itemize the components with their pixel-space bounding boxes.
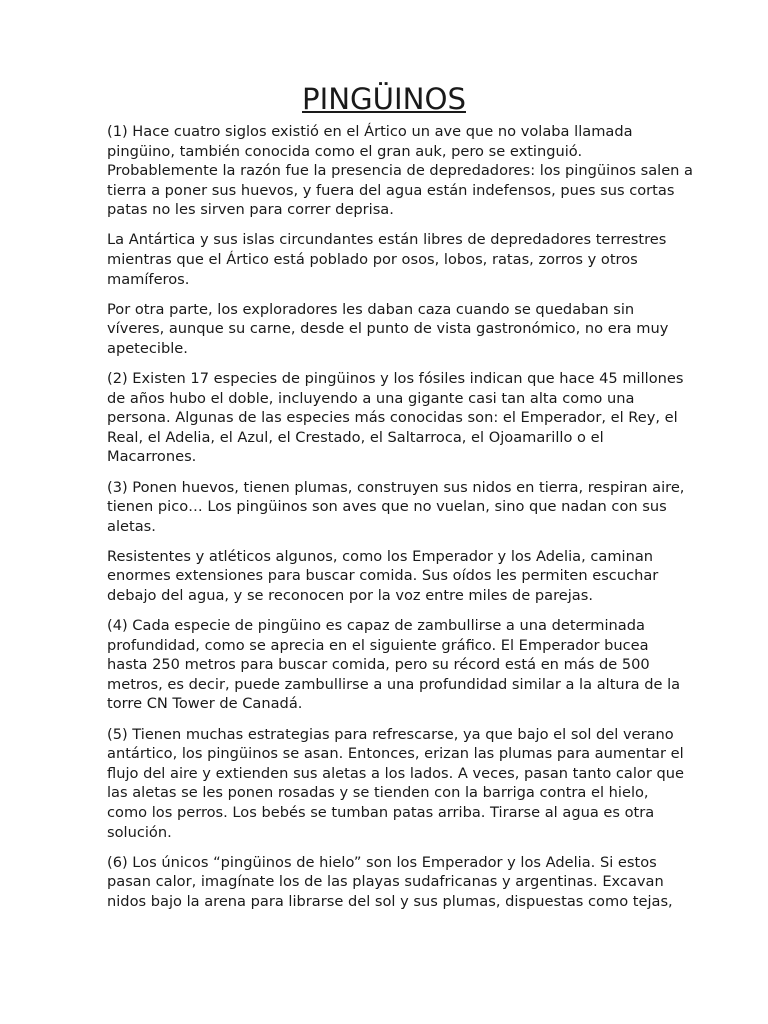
text-line: nidos bajo la arena para librarse del sol y sus plumas, dispuestas como tejas, [107, 892, 673, 910]
text-line: persona. Algunas de las especies más conocidas son: el Emperador, el Rey, el [107, 409, 678, 427]
text-line: mamíferos. [107, 270, 190, 288]
paragraph-5 [107, 478, 685, 537]
text-line: Real, el Adelia, el Azul, el Crestado, el Saltarroca, el Ojoamarillo o el [107, 428, 604, 446]
text-line: profundidad, como se aprecia en el siguiente gráfico. El Emperador bucea [107, 636, 649, 654]
text-line: (1) Hace cuatro siglos existió en el Ártico un ave que no volaba llamada [107, 123, 633, 140]
text-line: pingüino, también conocida como el gran auk, pero se extinguió. [107, 142, 583, 160]
text-line: pasan calor, imagínate los de las playas sudafricanas y argentinas. Excavan [107, 873, 664, 891]
text-line: tienen pico… Los pingüinos son aves que no vuelan, sino que nadan con sus [107, 498, 667, 516]
document-title: PINGÜINOS [302, 82, 466, 116]
text-line: enormes extensiones para buscar comida. Sus oídos les permiten escuchar [107, 567, 659, 585]
text-line: aletas. [107, 517, 156, 535]
text-line: solución. [107, 823, 172, 841]
text-line: metros, es decir, puede zambullirse a una profundidad similar a la altura de la [107, 675, 681, 693]
text-line: las aletas se les ponen rosadas y se tienden con la barriga contra el hielo, [107, 784, 649, 802]
paragraph-1 [107, 122, 694, 220]
paragraph-6 [107, 547, 667, 606]
text-line: hasta 250 metros para buscar comida, pero su récord está en más de 500 [107, 656, 650, 674]
text-line: Resistentes y atléticos algunos, como los Emperador y los Adelia, caminan [107, 547, 654, 565]
text-line: (2) Existen 17 especies de pingüinos y los fósiles indican que hace 45 millones [107, 370, 684, 388]
document-body [107, 122, 694, 922]
text-line: (6) Los únicos “pingüinos de hielo” son los Emperador y los Adelia. Si estos [107, 853, 657, 871]
paragraph-7 [107, 616, 681, 714]
paragraph-3 [107, 300, 667, 359]
text-line: Por otra parte, los exploradores les daban caza cuando se quedaban sin [107, 300, 635, 318]
text-line: flujo del aire y extienden sus aletas a los lados. A veces, pasan tanto calor que [107, 764, 684, 782]
paragraph-8 [107, 725, 684, 843]
text-line: torre CN Tower de Canadá. [107, 695, 303, 713]
text-line: de años hubo el doble, incluyendo a una gigante casi tan alta como una [107, 389, 635, 407]
text-line: Macarrones. [107, 448, 197, 466]
text-line: antártico, los pingüinos se asan. Entonces, erizan las plumas para aumentar el [107, 745, 684, 763]
paragraph-4 [107, 369, 684, 467]
text-line: víveres, aunque su carne, desde el punto de vista gastronómico, no era muy [107, 320, 669, 338]
text-line: como los perros. Los bebés se tumban patas arriba. Tirarse al agua es otra [107, 803, 655, 821]
text-line: (3) Ponen huevos, tienen plumas, construyen sus nidos en tierra, respiran aire, [107, 478, 685, 496]
text-line: tierra a poner sus huevos, y fuera del agua están indefensos, pues sus cortas [107, 181, 675, 199]
paragraph-2 [107, 230, 667, 289]
text-line: (5) Tienen muchas estrategias para refrescarse, ya que bajo el sol del verano [107, 725, 674, 743]
text-line: apetecible. [107, 339, 188, 357]
text-line: (4) Cada especie de pingüino es capaz de zambullirse a una determinada [107, 617, 645, 635]
text-line: mientras que el Ártico está poblado por osos, lobos, ratas, zorros y otros [107, 251, 638, 269]
text-line: debajo del agua, y se reconocen por la voz entre miles de parejas. [107, 586, 593, 604]
text-line: Probablemente la razón fue la presencia de depredadores: los pingüinos salen a [107, 162, 694, 180]
text-line: La Antártica y sus islas circundantes están libres de depredadores terrestres [107, 231, 667, 249]
paragraph-9 [107, 853, 673, 912]
text-line: patas no les sirven para correr deprisa. [107, 201, 394, 219]
